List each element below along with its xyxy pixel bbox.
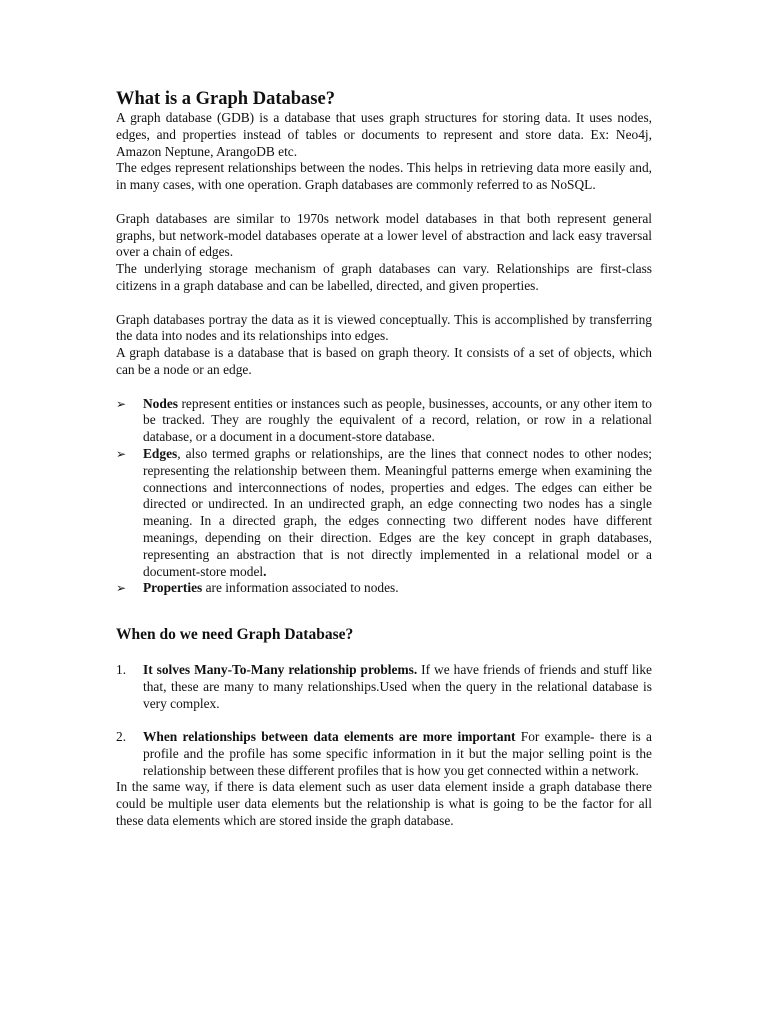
intro-paragraph-3: Graph databases are similar to 1970s network model databases in that both represent general graphs, but network-model databases operate at a lower level of abstraction and lack easy traversal over a chain of edges. [116,210,652,260]
reason-2-text: For example- there is a profile and the profile has some specific information in it but the major selling point is the relationship between these different profiles that is how you get connected within a network. [143,729,652,778]
intro-paragraph-5: Graph databases portray the data as it is viewed conceptually. This is accomplished by transferring the data into nodes and its relationships into edges. [116,311,652,344]
reason-2-lead: When relationships between data elements are more important [143,729,516,745]
page-title: What is a Graph Database? [116,89,335,109]
reason-1-text: If we have friends of friends and stuff like that, these are many to many relationships.Used when the query in the relational database is very complex. [143,661,652,711]
list-item-reason-1 [116,662,652,712]
list-number: 2. [116,729,127,745]
spacer [116,645,652,662]
closing-paragraph: In the same way, if there is data element such as user data element inside a graph database there could be multiple user data elements but the relationship is what is going to be the factor for all these data elements which are stored inside the graph database. [116,779,652,829]
edges-description: , also termed graphs or relationships, are the lines that connect nodes to other nodes; representing the relationship between them. Meaningful patterns emerge when examining the connections and interconnections of nodes, properties and edges. The edges can either be directed or undirected. In an undirected graph, an edge connecting two nodes has a single meaning. In a directed graph, the edges connecting two different nodes have different meanings, depending on their direction. Edges are the key concept in graph databases, representing an abstraction that is not directly implemented in a relational model or a document-store model [143,445,652,579]
intro-paragraph-6: A graph database is a database that is based on graph theory. It consists of a set of objects, which can be a node or an edge. [116,345,652,377]
reason-1-lead: It solves Many-To-Many relationship problems. [143,661,418,677]
spacer [116,597,652,625]
spacer [116,379,652,396]
arrow-bullet-icon: ➢ [116,581,127,596]
arrow-bullet-icon: ➢ [116,446,127,461]
spacer [116,295,652,312]
term-nodes: Nodes [143,395,178,411]
intro-paragraph-1: A graph database (GDB) is a database that uses graph structures for storing data. It uses nodes, edges, and properties instead of tables or documents to represent and store data. Ex: Neo4j, Amazon Neptune, ArangoDB etc. [116,110,652,159]
edges-description-tail: . [263,563,267,579]
nodes-description: represent entities or instances such as people, businesses, accounts, or any other item to be tracked. They are roughly the equivalent of a record, relation, or row in a relational database, or a document in a document-store database. [143,395,652,445]
spacer [116,194,652,211]
list-item-properties [116,580,652,597]
list-item-reason-2 [116,729,652,779]
term-properties: Properties [143,580,203,596]
properties-description: are information associated to nodes. [202,580,399,596]
list-number: 1. [116,661,127,677]
document-page [116,88,652,830]
graph-elements-list [116,396,652,598]
list-item-edges [116,446,652,580]
term-edges: Edges [143,445,178,461]
intro-paragraph-4: The underlying storage mechanism of graph databases can vary. Relationships are first-class citizens in a graph database and can be labelled, directed, and given properties. [116,261,652,293]
list-item-nodes [116,396,652,446]
arrow-bullet-icon: ➢ [116,396,127,411]
reasons-list [116,662,652,780]
intro-paragraph-2: The edges represent relationships between the nodes. This helps in retrieving data more easily and, in many cases, with one operation. Graph databases are commonly referred to as NoSQL. [116,160,652,193]
spacer [116,712,652,729]
section-heading: When do we need Graph Database? [116,626,354,644]
